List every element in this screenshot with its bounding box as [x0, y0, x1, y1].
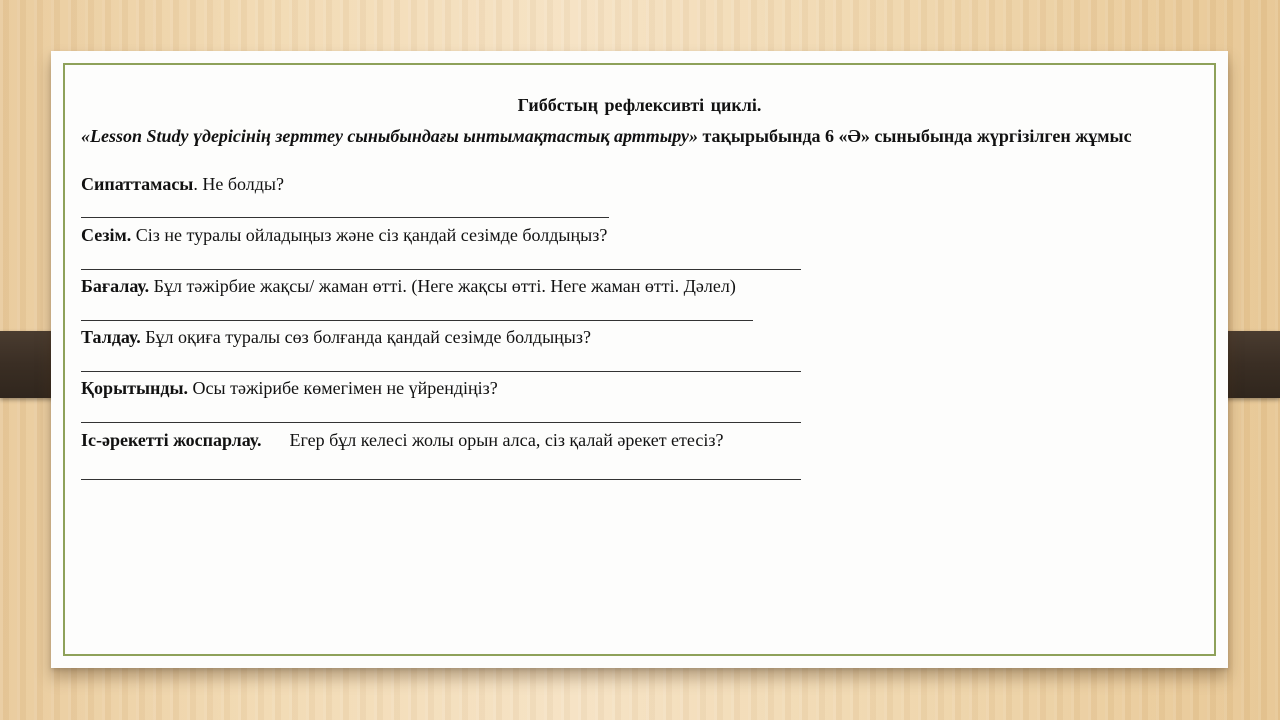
answer-line — [81, 269, 801, 270]
item-evaluation — [81, 275, 736, 297]
slide-frame — [63, 63, 1216, 656]
answer-line — [81, 422, 801, 423]
item-action-plan — [81, 429, 723, 451]
item-text: Егер бұл келесі жолы орын алса, сіз қалай әрекет етесіз? — [289, 430, 724, 450]
document-title: Гиббстың рефлексивті циклі. — [517, 95, 762, 115]
answer-line — [81, 371, 801, 372]
subtitle-rest: тақырыбында 6 «Ә» сыныбында жүргізілген жұмыс — [697, 126, 1132, 146]
item-heading: Сипаттамасы — [81, 174, 194, 194]
item-text: . Не болды? — [193, 174, 284, 194]
item-text: Осы тәжірибе көмегімен не үйрендіңіз? — [188, 378, 498, 398]
item-analysis — [81, 326, 591, 348]
answer-line — [81, 320, 753, 321]
item-feelings — [81, 224, 607, 246]
item-description — [81, 173, 284, 195]
item-text: Сіз не туралы ойладыңыз және сіз қандай сезімде болдыңыз? — [131, 225, 608, 245]
document-subtitle — [81, 123, 1161, 149]
item-conclusion — [81, 377, 498, 399]
item-heading: Талдау. — [81, 327, 141, 347]
subtitle-italic: «Lesson Study үдерісінің зерттеу сыныбындағы ынтымақтастық арттыру» — [81, 126, 698, 146]
item-text: Бұл оқиға туралы сөз болғанда қандай сезімде болдыңыз? — [140, 327, 591, 347]
item-heading: Іс-әрекетті жоспарлау. — [81, 430, 262, 450]
answer-line — [81, 217, 609, 218]
item-text: Бұл тәжірбие жақсы/ жаман өтті. (Неге жақсы өтті. Неге жаман өтті. Дәлел) — [149, 276, 736, 296]
answer-line — [81, 479, 801, 480]
slide-card — [51, 51, 1228, 668]
item-heading: Бағалау. — [81, 276, 150, 296]
item-heading: Қорытынды. — [81, 378, 189, 398]
item-heading: Сезім. — [81, 225, 132, 245]
